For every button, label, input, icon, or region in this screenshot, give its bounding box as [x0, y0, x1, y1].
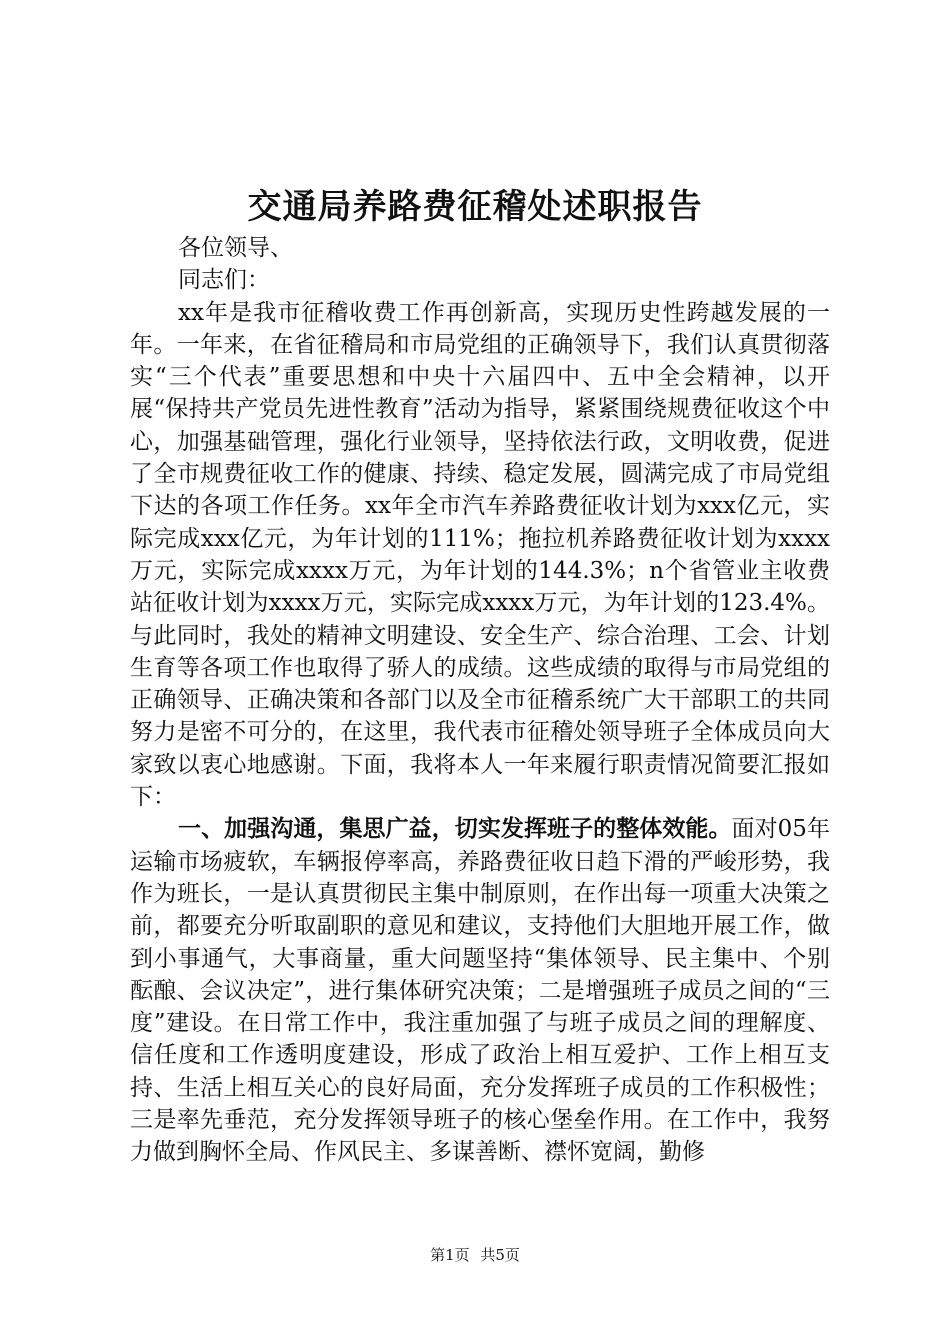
salutation-line-1: 各位领导、: [178, 235, 293, 261]
paragraph-intro: xx年是我市征稽收费工作再创新高，实现历史性跨越发展的一年。一年来，在省征稽局和市局党组的正确领导下，我们认真贯彻落实“三个代表”重要思想和中央十六届四中、五中全会精神，以开展“保持共产党员先进性教育”活动为指导，紧紧围绕规费征收这个中心，加强基础管理，强化行业领导，坚持依法行政，文明收费，促进了全市规费征收工作的健康、持续、稳定发展，圆满完成了市局党组下达的各项工作任务。xx年全市汽车养路费征收计划为xxx亿元，实际完成xxx亿元，为年计划的111%；拖拉机养路费征收计划为xxxx万元，实际完成xxxx万元，为年计划的144.3%；n个省管业主收费站征收计划为xxxx万元，实际完成xxxx万元，为年计划的123.4%。与此同时，我处的精神文明建设、安全生产、综合治理、工会、计划生育等各项工作也取得了骄人的成绩。这些成绩的取得与市局党组的正确领导、正确决策和各部门以及全市征稽系统广大干部职工的共同努力是密不可分的，在这里，我代表市征稽处领导班子全体成员向大家致以衷心地感谢。下面，我将本人一年来履行职责情况简要汇报如下：: [130, 299, 830, 811]
page-total: 共5页: [480, 1246, 520, 1264]
section-1-heading: 一、加强沟通，集思广益，切实发挥班子的整体效能。: [178, 815, 732, 843]
document-title: 交通局养路费征稽处述职报告: [247, 187, 703, 227]
paragraph-section-1: [130, 813, 830, 1168]
section-1-text: 面对05年运输市场疲软，车辆报停率高，养路费征收日趋下滑的严峻形势，我作为班长，一是认真贯彻民主集中制原则，在作出每一项重大决策之前，都要充分听取副职的意见和建议，支持他们大胆地开展工作，做到小事通气，大事商量，重大问题坚持“集体领导、民主集中、个别酝酿、会议决定”，进行集体研究决策；二是增强班子成员之间的“三度”建设。在日常工作中，我注重加强了与班子成员之间的理解度、信任度和工作透明度建设，形成了政治上相互爱护、工作上相互支持、生活上相互关心的良好局面，充分发挥班子成员的工作积极性；三是率先垂范，充分发挥领导班子的核心堡垒作用。在工作中，我努力做到胸怀全局、作风民主、多谋善断、襟怀宽阔，勤修: [130, 816, 830, 1166]
page-footer: [0, 1244, 950, 1266]
salutation-line-2: 同志们：: [178, 267, 270, 294]
document-body: [130, 232, 830, 1169]
page-number: 第1页: [430, 1246, 470, 1264]
